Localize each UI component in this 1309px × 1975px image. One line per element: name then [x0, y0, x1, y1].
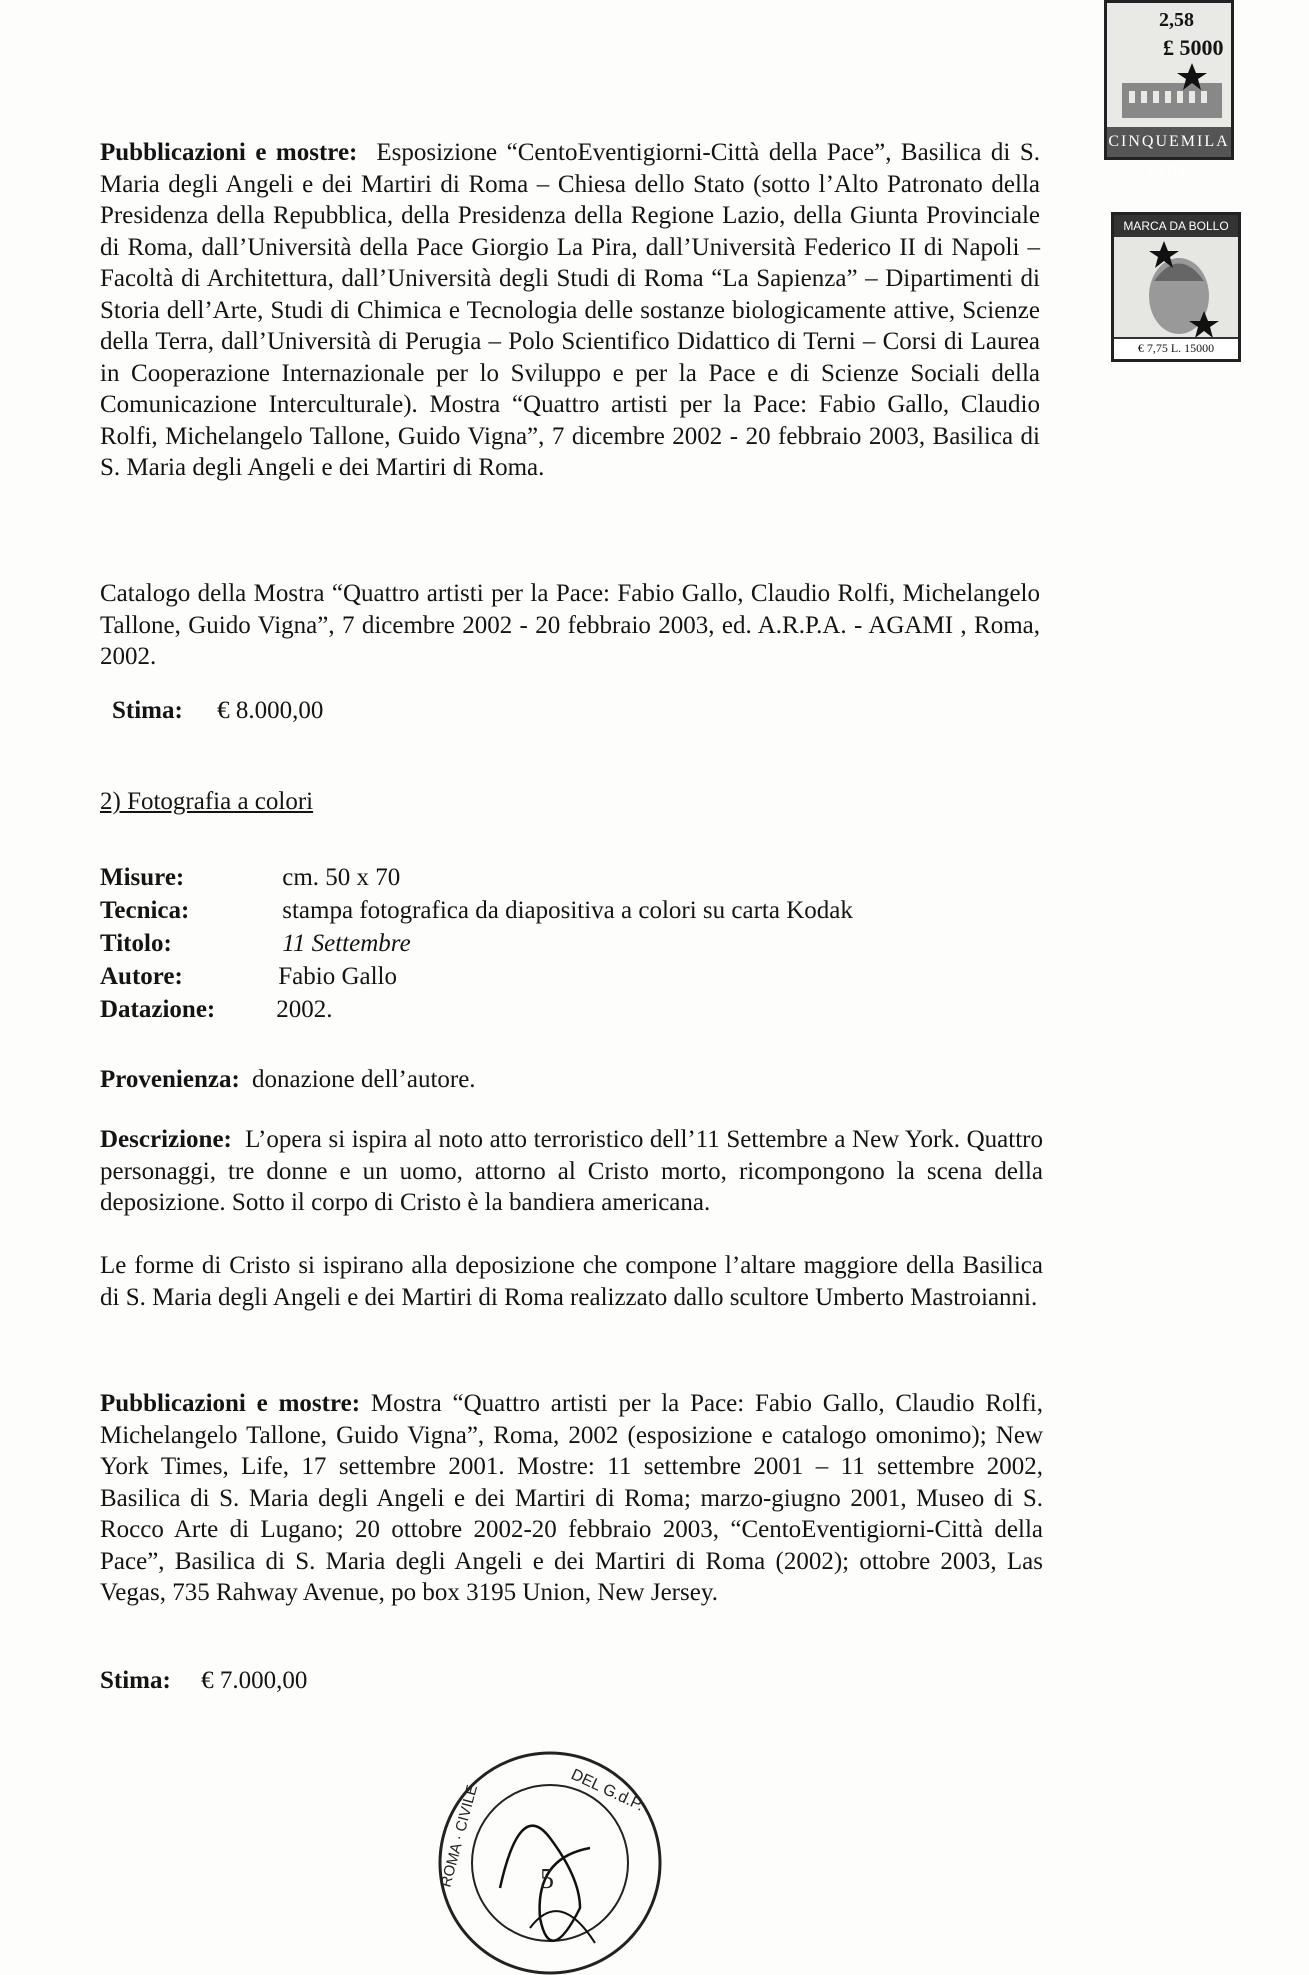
field-row-tecnica — [100, 894, 853, 927]
field-value: Fabio Gallo — [278, 963, 397, 990]
field-value: cm. 50 x 70 — [282, 864, 401, 891]
item2-description-2 — [100, 1250, 1043, 1313]
field-label: Datazione: — [100, 996, 216, 1023]
provenance-label: Provenienza: — [100, 1066, 240, 1093]
provenance-value: donazione dell’autore. — [252, 1066, 476, 1093]
item2-estimate-label: Stima: — [100, 1667, 171, 1694]
item2-estimate-value: € 7.000,00 — [201, 1667, 308, 1694]
item2-publications-label: Pubblicazioni e mostre: — [100, 1390, 361, 1417]
field-label: Tecnica: — [100, 897, 190, 924]
stamp-value-lire: £ 5000 — [1163, 35, 1224, 60]
description-text-2: Le forme di Cristo si ispirano alla deposizione che compone l’altare maggiore della Basilica di S. Maria degli Angeli e dei Martiri di Roma realizzato dallo scultore Umberto Mastroianni. — [100, 1252, 1043, 1311]
marca-da-bollo-stamp — [1111, 212, 1241, 362]
item2-estimate — [100, 1667, 307, 1695]
field-row-titolo — [100, 927, 411, 960]
item2-publications — [100, 1388, 1043, 1609]
item2-publications-text: Mostra “Quattro artisti per la Pace: Fabio Gallo, Claudio Rolfi, Michelangelo Tallone, Guido Vigna”, Roma, 2002 (esposizione e catalogo omonimo); New York Times, Life, 17 settembre 2001. Mostre: 11 settembre 2001 – 11 settembre 2002, Basilica di S. Maria degli Angeli e dei Martiri di Roma; marzo-giugno 2001, Museo di S. Rocco Arte di Lugano; 20 ottobre 2002-20 febbraio 2003, “CentoEventigiorni-Città della Pace”, Basilica di S. Maria degli Angeli e dei Martiri di Roma (2002); ottobre 2003, Las Vegas, 735 Rahway Avenue, po box 3195 Union, New Jersey. — [100, 1390, 1043, 1606]
field-label: Misure: — [100, 864, 185, 891]
item1-publications-label: Pubblicazioni e mostre: — [100, 139, 358, 166]
item1-catalog — [100, 578, 1040, 673]
item1-estimate-label: Stima: — [112, 697, 183, 724]
official-seal-stamp — [430, 1738, 670, 1975]
item2-description — [100, 1124, 1043, 1219]
field-label: Titolo: — [100, 930, 172, 957]
provenance-row — [100, 1063, 476, 1096]
field-value: 11 Settembre — [282, 930, 411, 957]
stamp-footer: € 7,75 L. 15000 — [1114, 337, 1238, 359]
svg-text:DEL G.d.P.: DEL G.d.P. — [568, 1766, 647, 1815]
item1-catalog-text: Catalogo della Mostra “Quattro artisti per la Pace: Fabio Gallo, Claudio Rolfi, Michelangelo Tallone, Guido Vigna”, 7 dicembre 2002 - 20 febbraio 2003, ed. A.R.P.A. - AGAMI , Roma, 2002. — [100, 580, 1040, 670]
allegory-head-icon — [1134, 241, 1224, 341]
description-text: L’opera si ispira al noto atto terroristico dell’11 Settembre a New York. Quattro personaggi, tre donne e un uomo, attorno al Cristo morto, ricompongono la scena della deposizione. Sotto il corpo di Cristo è la bandiera americana. — [100, 1126, 1043, 1216]
field-row-datazione — [100, 993, 333, 1026]
revenue-stamp-top — [1104, 0, 1234, 180]
svg-text:5: 5 — [540, 1864, 554, 1895]
stamp-band: CINQUEMILA LIRE — [1107, 127, 1231, 157]
colosseum-icon — [1117, 63, 1227, 123]
field-row-misure — [100, 861, 400, 894]
item1-estimate-value: € 8.000,00 — [217, 697, 324, 724]
stamp-value-euro: 2,58 — [1159, 9, 1194, 31]
item2-heading: 2) Fotografia a colori — [100, 788, 314, 815]
item1-publications-text: Esposizione “CentoEventigiorni-Città della Pace”, Basilica di S. Maria degli Angeli e dei Martiri di Roma – Chiesa dello Stato (sotto l’Alto Patronato della Presidenza della Repubblica, della Presidenza della Regione Lazio, della Giunta Provinciale di Roma, dall’Università della Pace Giorgio La Pira, dall’Università Federico II di Napoli – Facoltà di Architettura, dall’Università degli Studi di Roma “La Sapienza” – Dipartimenti di Storia dell’Arte, Studi di Chimica e Tecnologia delle sostanze biologicamente attive, Scienze della Terra, dall’Università di Perugia – Polo Scientifico Didattico di Terni – Corsi di Laurea in Cooperazione Internazionale per lo Sviluppo e per la Pace e di Scienze Sociali della Comunicazione Interculturale). Mostra “Quattro artisti per la Pace: Fabio Gallo, Claudio Rolfi, Michelangelo Tallone, Guido Vigna”, 7 dicembre 2002 - 20 febbraio 2003, Basilica di S. Maria degli Angeli e dei Martiri di Roma. — [100, 139, 1041, 481]
item1-publications — [100, 137, 1040, 484]
svg-text:ROMA · CIVILE: ROMA · CIVILE — [437, 1783, 482, 1890]
field-value: stampa fotografica da diapositiva a colori su carta Kodak — [282, 897, 853, 924]
item1-estimate — [112, 697, 323, 725]
description-label: Descrizione: — [100, 1126, 232, 1153]
field-row-autore — [100, 960, 397, 993]
stamp-header: MARCA DA BOLLO — [1114, 215, 1238, 237]
field-value: 2002. — [276, 996, 333, 1023]
field-label: Autore: — [100, 963, 183, 990]
